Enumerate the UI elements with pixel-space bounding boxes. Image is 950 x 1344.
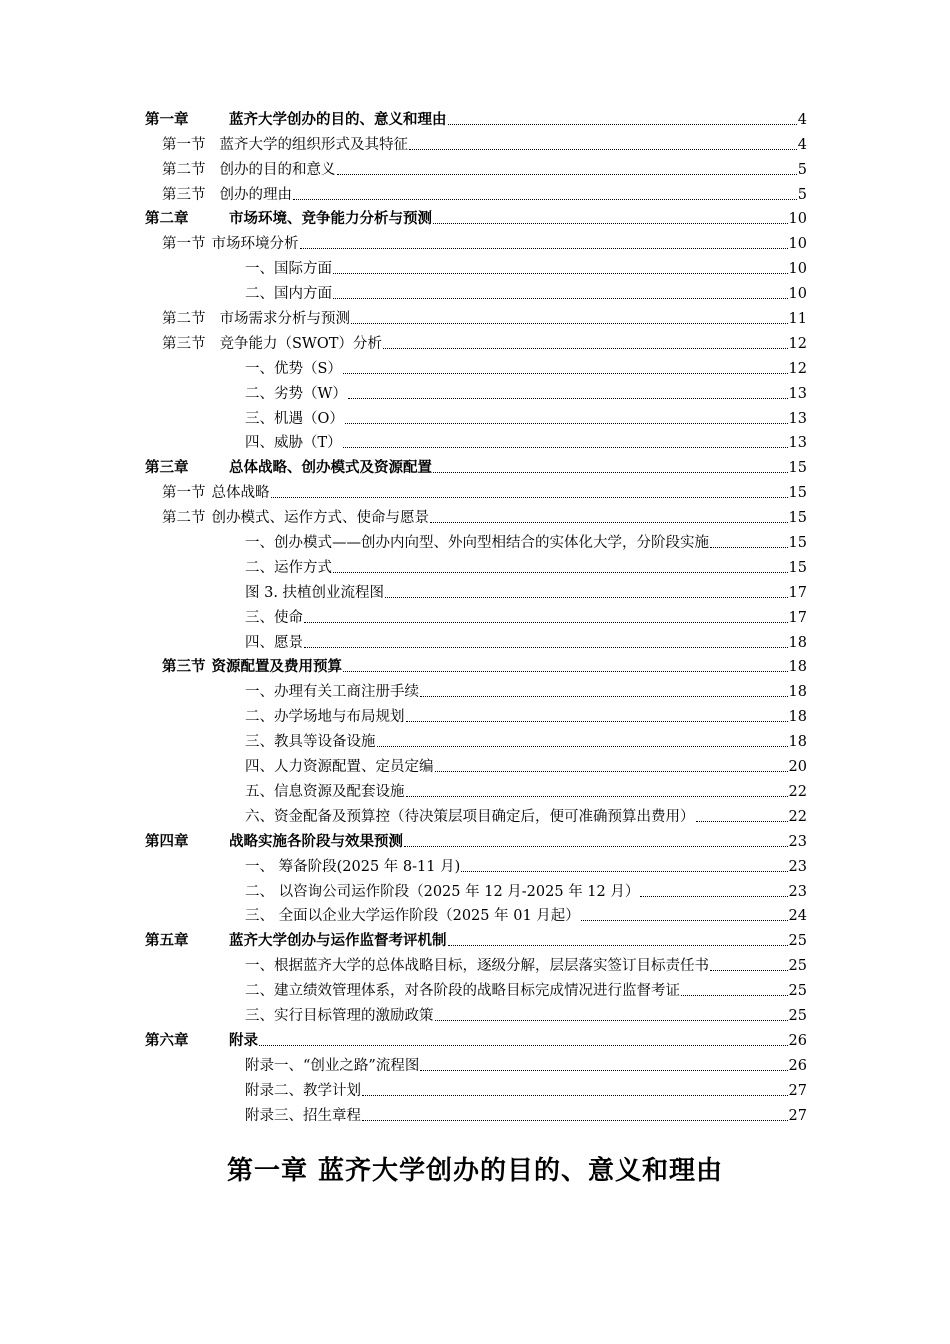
toc-page-number: 25 [788, 983, 807, 1000]
toc-entry-title: 创办的理由 [219, 186, 292, 203]
toc-entry[interactable] [145, 303, 807, 328]
toc-entry-number: 第三节 [162, 658, 206, 676]
toc-page-number: 15 [788, 535, 807, 552]
toc-entry-title: 蓝齐大学的组织形式及其特征 [219, 136, 408, 153]
toc-page-number: 24 [788, 908, 807, 925]
toc-dot-leader [345, 422, 788, 424]
toc-entry-title: 一、国际方面 [245, 261, 332, 278]
table-of-contents [145, 104, 807, 1125]
toc-dot-leader [343, 372, 788, 374]
toc-entry-number: 第一节 [162, 485, 206, 502]
toc-page-number: 26 [788, 1032, 807, 1049]
toc-page-number: 12 [788, 335, 807, 352]
toc-page-number: 25 [788, 933, 807, 950]
chapter-heading: 第一章 蓝齐大学创办的目的、意义和理由 [226, 1156, 724, 1186]
toc-entry-title: 四、愿景 [245, 634, 303, 651]
toc-page-number: 5 [797, 161, 807, 178]
toc-page-number: 22 [788, 783, 807, 800]
toc-dot-leader [696, 820, 788, 822]
toc-dot-leader [409, 148, 797, 150]
toc-page-number: 13 [788, 385, 807, 402]
toc-entry-number: 第二节 [162, 161, 206, 178]
toc-dot-leader [348, 397, 788, 399]
toc-entry[interactable] [145, 826, 807, 851]
toc-entry[interactable] [145, 901, 807, 926]
toc-entry-number: 第一章 [145, 110, 189, 128]
toc-entry-title: 三、机遇（O） [245, 410, 344, 427]
toc-entry-title: 蓝齐大学创办与运作监督考评机制 [229, 932, 447, 950]
toc-entry[interactable] [145, 204, 807, 229]
toc-dot-leader [362, 1119, 788, 1121]
toc-entry-title: 四、人力资源配置、定员定编 [245, 759, 434, 776]
toc-entry-title: 创办的目的和意义 [219, 161, 336, 178]
toc-entry-title: 战略实施各阶段与效果预测 [229, 832, 403, 850]
toc-page-number: 11 [788, 311, 807, 328]
toc-entry-title: 二、劣势（W） [245, 385, 347, 402]
toc-entry-title: 三、使命 [245, 609, 303, 626]
toc-dot-leader [435, 1019, 788, 1021]
toc-page-number: 23 [788, 883, 807, 900]
toc-page-number: 13 [788, 435, 807, 452]
toc-dot-leader [271, 496, 788, 498]
toc-entry[interactable] [145, 1050, 807, 1075]
toc-entry-title: 资源配置及费用预算 [211, 658, 342, 676]
toc-entry[interactable] [145, 154, 807, 179]
toc-entry[interactable] [145, 751, 807, 776]
toc-dot-leader [404, 845, 788, 847]
toc-dot-leader [406, 720, 788, 722]
toc-entry[interactable] [145, 228, 807, 253]
toc-dot-leader [385, 596, 787, 598]
toc-dot-leader [377, 745, 788, 747]
toc-dot-leader [420, 1069, 787, 1071]
toc-dot-leader [343, 446, 788, 448]
toc-page-number: 15 [788, 510, 807, 527]
toc-entry-title: 图 3. 扶植创业流程图 [245, 584, 385, 601]
toc-entry[interactable] [145, 428, 807, 453]
toc-page-number: 25 [788, 958, 807, 975]
toc-page-number: 18 [788, 684, 807, 701]
toc-entry[interactable] [145, 403, 807, 428]
toc-entry-number: 第一节 [162, 236, 206, 253]
toc-entry[interactable] [145, 652, 807, 677]
toc-entry[interactable] [145, 328, 807, 353]
toc-entry[interactable] [145, 104, 807, 129]
toc-entry[interactable] [145, 1100, 807, 1125]
toc-entry-number: 第二节 [162, 510, 206, 527]
toc-dot-leader [343, 670, 788, 672]
toc-entry[interactable] [145, 627, 807, 652]
toc-page-number: 18 [788, 734, 807, 751]
toc-entry-number: 第四章 [145, 832, 189, 850]
toc-entry[interactable] [145, 577, 807, 602]
toc-entry-title: 附录二、教学计划 [245, 1082, 361, 1099]
toc-page-number: 13 [788, 410, 807, 427]
toc-entry-title: 二、国内方面 [245, 286, 332, 303]
toc-entry[interactable] [145, 129, 807, 154]
toc-page-number: 27 [788, 1082, 807, 1099]
toc-entry-number: 第六章 [145, 1031, 189, 1049]
toc-dot-leader [362, 1094, 788, 1096]
toc-page-number: 26 [788, 1057, 807, 1074]
toc-entry-number: 第二节 [162, 311, 206, 328]
toc-entry-title: 一、创办模式——创办内向型、外向型相结合的实体化大学，分阶段实施 [245, 535, 709, 552]
toc-entry-title: 附录三、招生章程 [245, 1107, 361, 1124]
toc-entry-number: 第二章 [145, 210, 189, 228]
toc-entry-number: 第五章 [145, 932, 189, 950]
toc-entry-title: 附录 [229, 1031, 258, 1049]
toc-entry-title: 三、实行目标管理的激励政策 [245, 1007, 434, 1024]
toc-entry-title: 六、资金配备及预算控（待决策层项目确定后，便可准确预算出费用） [245, 808, 695, 825]
toc-entry[interactable] [145, 876, 807, 901]
toc-entry[interactable] [145, 925, 807, 950]
toc-entry[interactable] [145, 701, 807, 726]
toc-dot-leader [406, 795, 788, 797]
toc-entry[interactable] [145, 950, 807, 975]
toc-entry-title: 二、办学场地与布局规划 [245, 709, 405, 726]
toc-page-number: 10 [788, 236, 807, 253]
toc-dot-leader [337, 173, 797, 175]
toc-entry-title: 附录一、“创业之路”流程图 [245, 1057, 420, 1074]
toc-entry-title: 三、 全面以企业大学运作阶段（2025 年 01 月起） [245, 908, 580, 925]
toc-entry-title: 五、信息资源及配套设施 [245, 783, 405, 800]
toc-entry-title: 一、根据蓝齐大学的总体战略目标，逐级分解，层层落实签订目标责任书 [245, 958, 709, 975]
toc-entry[interactable] [145, 801, 807, 826]
toc-dot-leader [304, 646, 788, 648]
toc-dot-leader [304, 621, 788, 623]
toc-page-number: 15 [788, 460, 807, 477]
toc-page-number: 15 [788, 485, 807, 502]
toc-page-number: 23 [788, 858, 807, 875]
toc-entry-title: 二、运作方式 [245, 559, 332, 576]
toc-dot-leader [333, 272, 788, 274]
toc-page-number: 4 [797, 136, 807, 153]
toc-page-number: 23 [788, 833, 807, 850]
toc-entry-number: 第三节 [162, 186, 206, 203]
toc-entry-title: 三、教具等设备设施 [245, 734, 376, 751]
toc-entry[interactable] [145, 676, 807, 701]
toc-entry[interactable] [145, 851, 807, 876]
toc-page-number: 10 [788, 286, 807, 303]
toc-dot-leader [681, 994, 788, 996]
toc-page-number: 17 [788, 584, 807, 601]
toc-dot-leader [259, 1044, 788, 1046]
toc-entry[interactable] [145, 502, 807, 527]
toc-entry-title: 市场需求分析与预测 [219, 311, 350, 328]
toc-page-number: 18 [788, 709, 807, 726]
toc-dot-leader [448, 944, 788, 946]
toc-page-number: 18 [788, 634, 807, 651]
toc-entry[interactable] [145, 726, 807, 751]
toc-page-number: 10 [788, 261, 807, 278]
toc-entry-title: 市场环境、竞争能力分析与预测 [229, 210, 432, 228]
toc-page-number: 12 [788, 360, 807, 377]
toc-entry[interactable] [145, 378, 807, 403]
toc-page-number: 18 [788, 659, 807, 676]
toc-entry[interactable] [145, 1075, 807, 1100]
toc-entry-title: 一、 筹备阶段(2025 年 8-11 月) [245, 858, 461, 875]
toc-entry-title: 二、建立绩效管理体系，对各阶段的战略目标完成情况进行监督考证 [245, 983, 680, 1000]
toc-dot-leader [430, 521, 788, 523]
toc-entry[interactable] [145, 602, 807, 627]
toc-entry-title: 竞争能力（SWOT）分析 [219, 335, 382, 352]
toc-entry[interactable] [145, 278, 807, 303]
toc-entry[interactable] [145, 1000, 807, 1025]
toc-entry-title: 一、办理有关工商注册手续 [245, 684, 419, 701]
toc-entry[interactable] [145, 452, 807, 477]
toc-entry-title: 一、优势（S） [245, 360, 342, 377]
toc-entry-title: 总体战略 [211, 485, 270, 502]
toc-dot-leader [581, 919, 788, 921]
toc-dot-leader [461, 870, 787, 872]
toc-entry-number: 第三章 [145, 459, 189, 477]
toc-dot-leader [433, 222, 788, 224]
toc-page-number: 4 [797, 111, 807, 128]
toc-dot-leader [640, 895, 787, 897]
toc-entry[interactable] [145, 1025, 807, 1050]
toc-entry[interactable] [145, 776, 807, 801]
toc-page-number: 27 [788, 1107, 807, 1124]
toc-dot-leader [333, 571, 788, 573]
toc-entry[interactable] [145, 552, 807, 577]
toc-entry[interactable] [145, 477, 807, 502]
toc-entry-title: 市场环境分析 [211, 236, 299, 253]
toc-dot-leader [420, 695, 788, 697]
toc-dot-leader [710, 969, 788, 971]
toc-dot-leader [433, 471, 788, 473]
toc-dot-leader [300, 247, 788, 249]
toc-page-number: 20 [788, 759, 807, 776]
toc-page-number: 22 [788, 808, 807, 825]
toc-entry-title: 总体战略、创办模式及资源配置 [229, 459, 432, 477]
toc-dot-leader [710, 546, 788, 548]
toc-entry-number: 第三节 [162, 335, 206, 352]
toc-dot-leader [351, 322, 788, 324]
toc-entry-title: 四、威胁（T） [245, 435, 342, 452]
toc-entry-title: 蓝齐大学创办的目的、意义和理由 [229, 110, 447, 128]
toc-page-number: 17 [788, 609, 807, 626]
toc-entry-title: 二、 以咨询公司运作阶段（2025 年 12 月-2025 年 12 月） [245, 883, 640, 900]
toc-entry[interactable] [145, 353, 807, 378]
toc-entry-number: 第一节 [162, 136, 206, 153]
toc-entry[interactable] [145, 527, 807, 552]
toc-page-number: 10 [788, 211, 807, 228]
toc-dot-leader [435, 770, 788, 772]
toc-dot-leader [448, 123, 797, 125]
toc-dot-leader [383, 347, 788, 349]
toc-entry-title: 创办模式、运作方式、使命与愿景 [211, 510, 429, 527]
toc-page-number: 25 [788, 1007, 807, 1024]
toc-entry[interactable] [145, 253, 807, 278]
toc-page-number: 15 [788, 559, 807, 576]
toc-entry[interactable] [145, 975, 807, 1000]
toc-page-number: 5 [797, 186, 807, 203]
toc-dot-leader [333, 297, 788, 299]
toc-dot-leader [293, 198, 797, 200]
toc-entry[interactable] [145, 179, 807, 204]
